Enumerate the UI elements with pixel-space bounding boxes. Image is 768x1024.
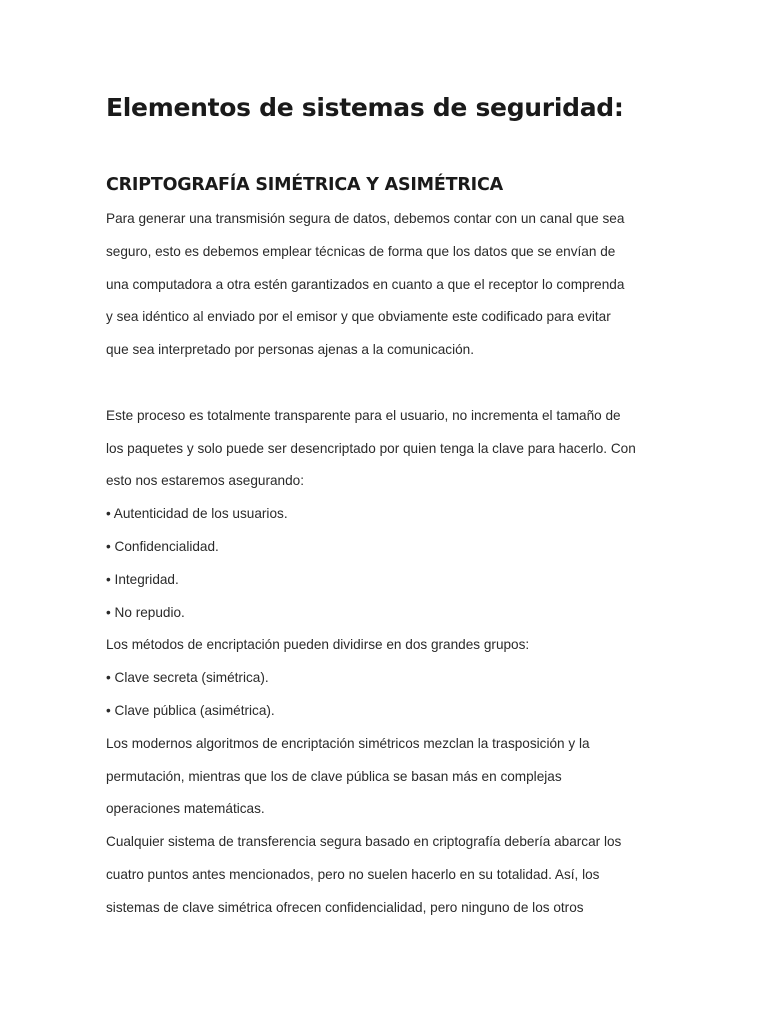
list-item: • Integridad. (106, 571, 179, 587)
text-line: operaciones matemáticas. (106, 801, 265, 817)
list-item: • Confidencialidad. (106, 538, 219, 554)
bullet-list-metodos (106, 662, 708, 728)
list-item: • Clave secreta (simétrica). (106, 670, 269, 686)
document-title: Elementos de sistemas de seguridad: (106, 93, 624, 122)
text-line: cuatro puntos antes mencionados, pero no suelen hacerlo en su totalidad. Así, los (106, 866, 600, 882)
list-item: • No repudio. (106, 604, 185, 620)
text-line: permutación, mientras que los de clave pública se basan más en complejas (106, 768, 562, 784)
document-body (106, 203, 708, 925)
list-item: • Autenticidad de los usuarios. (106, 506, 288, 522)
methods-intro: Los métodos de encriptación pueden dividirse en dos grandes grupos: (106, 637, 530, 653)
text-line: Para generar una transmisión segura de datos, debemos contar con un canal que sea (106, 211, 625, 226)
text-line: y sea idéntico al enviado por el emisor y que obviamente este codificado para evitar (106, 309, 611, 325)
text-line: una computadora a otra estén garantizados en cuanto a que el receptor lo comprenda (106, 276, 625, 292)
bullet-list-garantias (106, 498, 708, 629)
text-line: seguro, esto es debemos emplear técnicas de forma que los datos que se envían de (106, 243, 616, 259)
paragraph-transferencia (106, 826, 708, 924)
text-line: Este proceso es totalmente transparente para el usuario, no incrementa el tamaño de (106, 407, 621, 423)
text-line: esto nos estaremos asegurando: (106, 473, 304, 489)
paragraph-algoritmos (106, 728, 708, 826)
paragraph-spacer (106, 367, 708, 400)
text-line: Cualquier sistema de transferencia segura basado en criptografía debería abarcar los (106, 834, 622, 850)
paragraph-proceso (106, 400, 708, 498)
text-line: Los modernos algoritmos de encriptación simétricos mezclan la trasposición y la (106, 735, 590, 751)
text-line: que sea interpretado por personas ajenas a la comunicación. (106, 342, 475, 358)
list-item: • Clave pública (asimétrica). (106, 702, 275, 718)
text-line: sistemas de clave simétrica ofrecen confidencialidad, pero ninguno de los otros (106, 899, 584, 915)
text-line: los paquetes y solo puede ser desencriptado por quien tenga la clave para hacerlo. Con (106, 440, 636, 456)
paragraph-transmision (106, 203, 708, 367)
section-heading: CRIPTOGRAFÍA SIMÉTRICA Y ASIMÉTRICA (106, 175, 503, 195)
